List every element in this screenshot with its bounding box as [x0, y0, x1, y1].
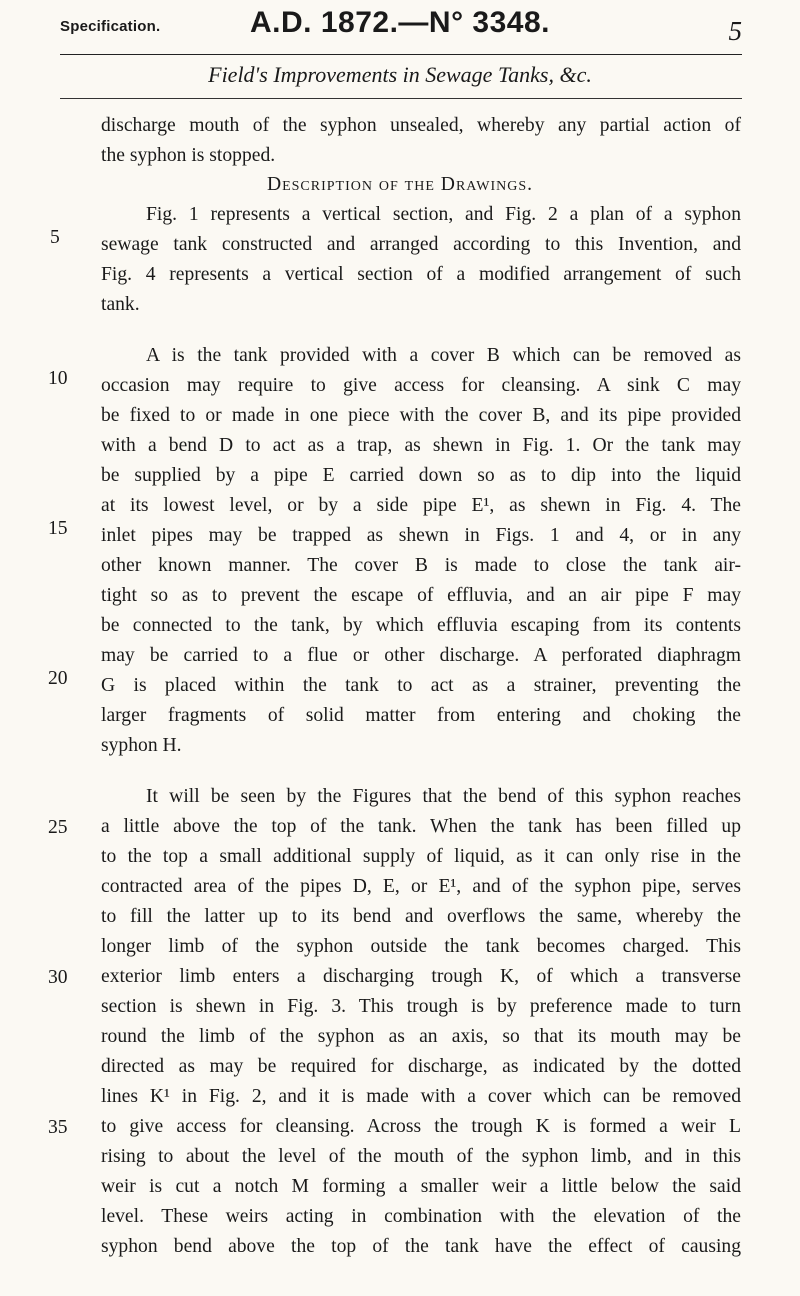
text-line: to fill the latter up to its bend and overflows the same, whereby the	[101, 906, 741, 927]
text-line: other known manner. The cover B is made to close the tank air-	[101, 555, 741, 576]
text-line: rising to about the level of the mouth of the syphon limb, and in this	[101, 1146, 741, 1167]
line-number: 20	[48, 668, 68, 689]
text-line: to give access for cleansing. Across the trough K is formed a weir L	[101, 1116, 741, 1137]
line-number: 10	[48, 368, 68, 389]
text-line: the syphon is stopped.	[101, 145, 276, 166]
line-number: 5	[50, 227, 60, 248]
text-line: longer limb of the syphon outside the tank becomes charged. This	[101, 936, 741, 957]
text-line: lines K¹ in Fig. 2, and it is made with a cover which can be removed	[101, 1086, 741, 1107]
header-rule	[60, 54, 742, 55]
section-heading: Description of the Drawings.	[266, 174, 534, 195]
text-line: contracted area of the pipes D, E, or E¹, and of the syphon pipe, serves	[101, 876, 741, 897]
text-line: A is the tank provided with a cover B which can be removed as	[146, 345, 741, 366]
text-line: G is placed within the tank to act as a strainer, preventing the	[101, 675, 741, 696]
line-number: 35	[48, 1117, 68, 1138]
text-line: be fixed to or made in one piece with the cover B, and its pipe provided	[101, 405, 741, 426]
text-line: may be carried to a flue or other discharge. A perforated diaphragm	[101, 645, 741, 666]
text-line: directed as may be required for discharge, as indicated by the dotted	[101, 1056, 741, 1077]
line-number: 15	[48, 518, 68, 539]
text-line: larger fragments of solid matter from entering and choking the	[101, 705, 741, 726]
text-line: weir is cut a notch M forming a smaller weir a little below the said	[101, 1176, 741, 1197]
page-number: 5	[728, 16, 742, 46]
line-number: 25	[48, 817, 68, 838]
text-line: syphon H.	[101, 735, 182, 756]
text-line: Fig. 4 represents a vertical section of a modified arrangement of such	[101, 264, 741, 285]
running-title: Field's Improvements in Sewage Tanks, &c.	[208, 62, 592, 87]
text-line: with a bend D to act as a trap, as shewn in Fig. 1. Or the tank may	[101, 435, 741, 456]
text-line: tank.	[101, 294, 140, 315]
text-line: section is shewn in Fig. 3. This trough is by preference made to turn	[101, 996, 741, 1017]
text-line: exterior limb enters a discharging trough K, of which a transverse	[101, 966, 741, 987]
text-line: syphon bend above the top of the tank have the effect of causing	[101, 1236, 741, 1257]
text-line: Fig. 1 represents a vertical section, and Fig. 2 a plan of a syphon	[146, 204, 741, 225]
text-line: discharge mouth of the syphon unsealed, whereby any partial action of	[101, 115, 741, 136]
text-line: to the top a small additional supply of liquid, as it can only rise in the	[101, 846, 741, 867]
patent-title: A.D. 1872.—N° 3348.	[250, 6, 550, 39]
text-line: It will be seen by the Figures that the bend of this syphon reaches	[146, 786, 741, 807]
specification-label: Specification.	[60, 18, 161, 35]
text-line: inlet pipes may be trapped as shewn in Figs. 1 and 4, or in any	[101, 525, 741, 546]
text-line: sewage tank constructed and arranged according to this Invention, and	[101, 234, 741, 255]
text-line: tight so as to prevent the escape of effluvia, and an air pipe F may	[101, 585, 741, 606]
line-number: 30	[48, 967, 68, 988]
text-line: round the limb of the syphon as an axis, so that its mouth may be	[101, 1026, 741, 1047]
running-title-rule	[60, 98, 742, 99]
text-line: be connected to the tank, by which effluvia escaping from its contents	[101, 615, 741, 636]
text-line: a little above the top of the tank. When the tank has been filled up	[101, 816, 741, 837]
text-line: be supplied by a pipe E carried down so as to dip into the liquid	[101, 465, 741, 486]
text-line: at its lowest level, or by a side pipe E¹, as shewn in Fig. 4. The	[101, 495, 741, 516]
text-line: level. These weirs acting in combination with the elevation of the	[101, 1206, 741, 1227]
text-line: occasion may require to give access for cleansing. A sink C may	[101, 375, 741, 396]
